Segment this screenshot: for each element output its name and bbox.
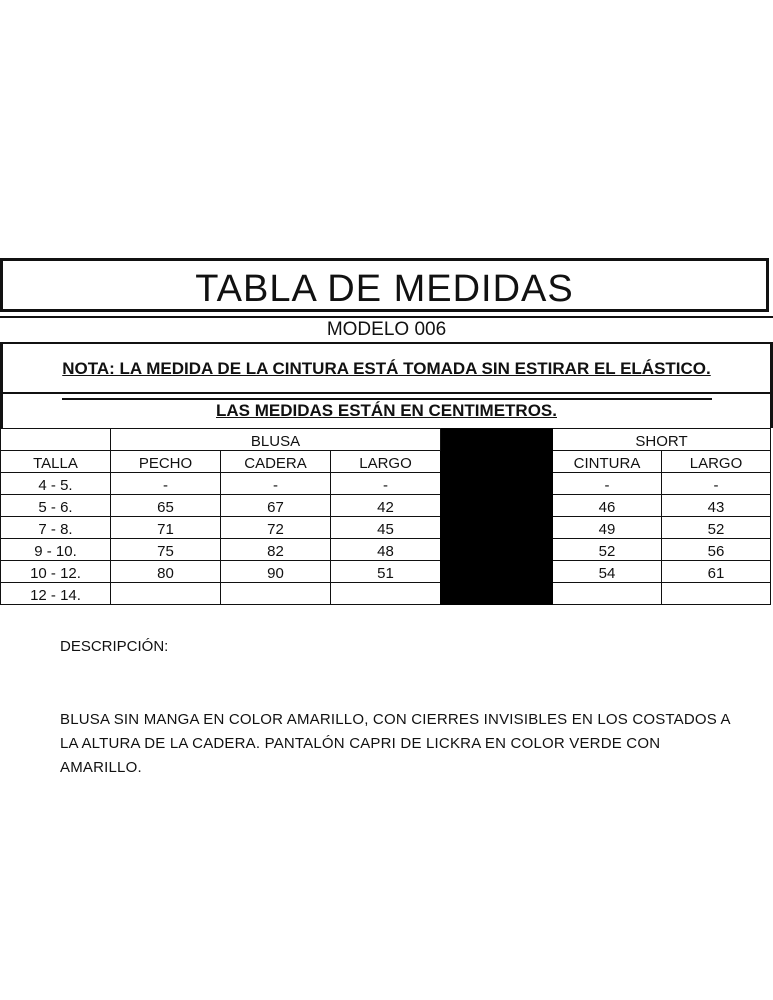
table-row bbox=[1, 517, 771, 539]
cell-talla: 9 - 10. bbox=[1, 539, 111, 561]
cell-cadera: - bbox=[221, 473, 331, 495]
waist-note: NOTA: LA MEDIDA DE LA CINTURA ESTÁ TOMADA SIN ESTIRAR EL ELÁSTICO. bbox=[62, 359, 711, 378]
header-largo-short: LARGO bbox=[662, 451, 771, 473]
cell-largo: 48 bbox=[331, 539, 441, 561]
cell-cintura bbox=[553, 583, 662, 605]
cell-cintura: 46 bbox=[553, 495, 662, 517]
units-note: LAS MEDIDAS ESTÁN EN CENTIMETROS. bbox=[216, 401, 557, 420]
column-header-row bbox=[1, 451, 771, 473]
cell-largo-short: 61 bbox=[662, 561, 771, 583]
title-row bbox=[0, 258, 769, 312]
cell-pecho: 65 bbox=[111, 495, 221, 517]
cell-pecho: 71 bbox=[111, 517, 221, 539]
group-blusa: BLUSA bbox=[111, 429, 441, 451]
cell-pecho bbox=[111, 583, 221, 605]
table-row bbox=[1, 473, 771, 495]
cell-cadera: 82 bbox=[221, 539, 331, 561]
header-largo-blusa: LARGO bbox=[331, 451, 441, 473]
cell-talla: 7 - 8. bbox=[1, 517, 111, 539]
group-header-row bbox=[1, 429, 771, 451]
cell-pecho: 75 bbox=[111, 539, 221, 561]
cell-cintura: - bbox=[553, 473, 662, 495]
cell-cintura: 52 bbox=[553, 539, 662, 561]
cell-pecho: 80 bbox=[111, 561, 221, 583]
units-row bbox=[0, 394, 773, 428]
cell-cadera: 67 bbox=[221, 495, 331, 517]
table-corner bbox=[1, 429, 111, 451]
model-row bbox=[0, 316, 773, 344]
cell-largo: 51 bbox=[331, 561, 441, 583]
cell-largo: 45 bbox=[331, 517, 441, 539]
cell-talla: 10 - 12. bbox=[1, 561, 111, 583]
blacked-out-column bbox=[441, 429, 553, 605]
cell-cadera: 90 bbox=[221, 561, 331, 583]
header-cintura: CINTURA bbox=[553, 451, 662, 473]
group-short: SHORT bbox=[553, 429, 771, 451]
cell-largo-short: 56 bbox=[662, 539, 771, 561]
cell-cadera bbox=[221, 583, 331, 605]
cell-largo-short: 52 bbox=[662, 517, 771, 539]
cell-largo-short: - bbox=[662, 473, 771, 495]
description-text: BLUSA SIN MANGA EN COLOR AMARILLO, CON CIERRES INVISIBLES EN LOS COSTADOS A LA ALTURA DE LA CADERA. PANTALÓN CAPRI DE LICKRA EN COLOR VERDE CON AMARILLO. bbox=[60, 711, 730, 776]
note-row bbox=[0, 346, 773, 392]
page-title: TABLA DE MEDIDAS bbox=[195, 267, 574, 310]
cell-cadera: 72 bbox=[221, 517, 331, 539]
cell-largo-short: 43 bbox=[662, 495, 771, 517]
cell-talla: 12 - 14. bbox=[1, 583, 111, 605]
cell-talla: 4 - 5. bbox=[1, 473, 111, 495]
cell-largo bbox=[331, 583, 441, 605]
cell-cintura: 49 bbox=[553, 517, 662, 539]
cell-largo: - bbox=[331, 473, 441, 495]
header-talla: TALLA bbox=[1, 451, 111, 473]
table-row bbox=[1, 495, 771, 517]
header-pecho: PECHO bbox=[111, 451, 221, 473]
header-cadera: CADERA bbox=[221, 451, 331, 473]
table-row bbox=[1, 561, 771, 583]
cell-largo: 42 bbox=[331, 495, 441, 517]
description-label: DESCRIPCIÓN: bbox=[60, 638, 169, 655]
table-row bbox=[1, 583, 771, 605]
table-row bbox=[1, 539, 771, 561]
cell-largo-short bbox=[662, 583, 771, 605]
cell-cintura: 54 bbox=[553, 561, 662, 583]
cell-talla: 5 - 6. bbox=[1, 495, 111, 517]
cell-pecho: - bbox=[111, 473, 221, 495]
model-label: MODELO 006 bbox=[326, 319, 447, 340]
measurements-table bbox=[0, 428, 771, 605]
